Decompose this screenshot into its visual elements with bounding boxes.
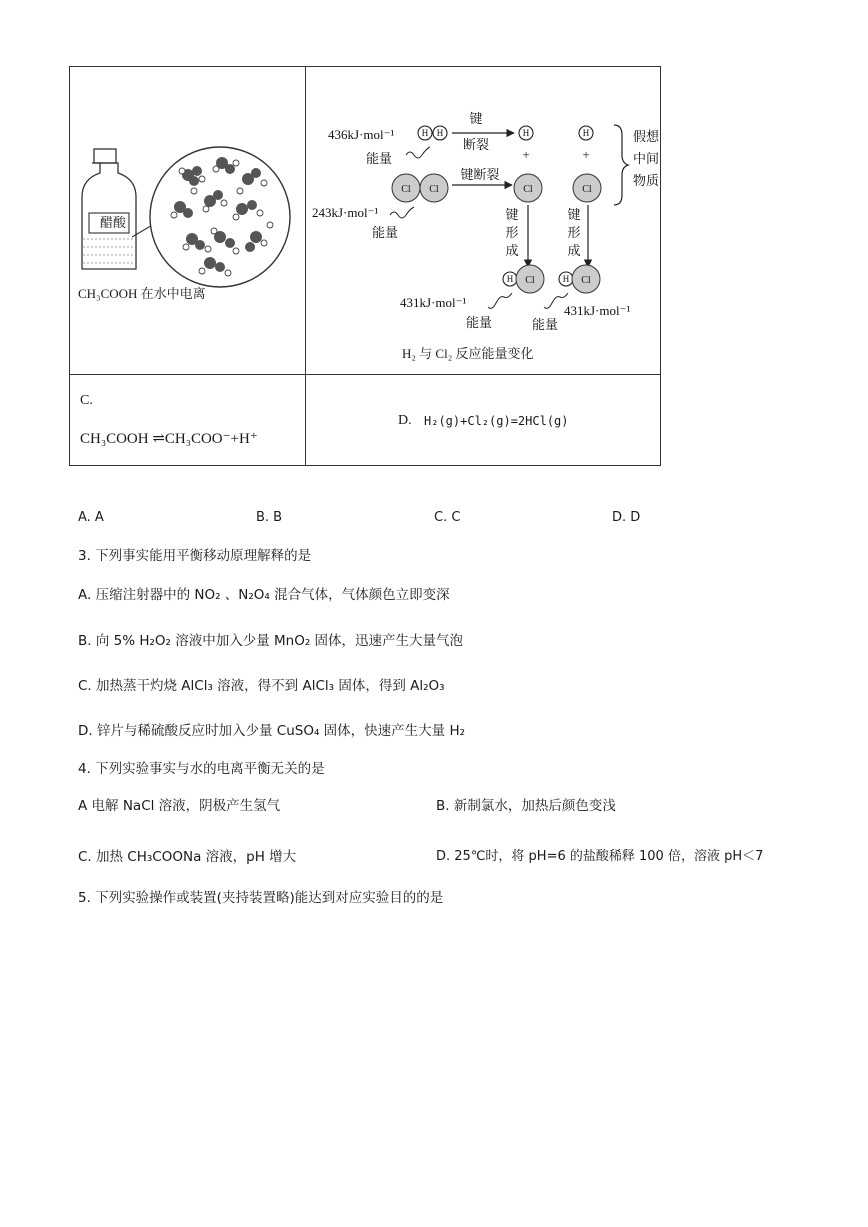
atom-cl-6: Cl bbox=[581, 275, 591, 286]
atom-h-2: H bbox=[436, 128, 444, 138]
q4-option-a[interactable]: A 电解 NaCl 溶液，阴极产生氢气 bbox=[78, 798, 281, 814]
hypo-1: 假想 bbox=[632, 129, 660, 144]
eq-arrow: ⇌ bbox=[152, 431, 165, 447]
energy-hcl-left: 431kJ·mol⁻¹ bbox=[400, 295, 467, 310]
panel-d bbox=[306, 375, 661, 466]
energy-label-1: 能量 bbox=[366, 151, 393, 166]
q3-stem: 3. 下列事实能用平衡移动原理解释的是 bbox=[78, 548, 312, 564]
q3-option-a[interactable]: A. 压缩注射器中的 NO₂ 、N₂O₄ 混合气体，气体颜色立即变深 bbox=[78, 587, 450, 603]
q4-option-b[interactable]: B. 新制氯水，加热后颜色变浅 bbox=[436, 798, 616, 814]
break-top-2: 断裂 bbox=[462, 137, 490, 152]
form-left-2: 形 bbox=[505, 225, 519, 240]
q4-option-c[interactable]: C. 加热 CH₃COONa 溶液，pH 增大 bbox=[78, 849, 297, 865]
panel-b bbox=[306, 67, 661, 375]
q4-stem: 4. 下列实验事实与水的电离平衡无关的是 bbox=[78, 761, 325, 777]
eq-left: CH₃COOH bbox=[80, 431, 149, 447]
hypo-3: 物质 bbox=[632, 173, 660, 188]
panel-a-caption: CH₃COOH 在水中电离 bbox=[78, 286, 206, 301]
option-d-label: D. bbox=[398, 413, 412, 428]
energy-hh: 436kJ·mol⁻¹ bbox=[328, 127, 395, 142]
atom-cl-3: Cl bbox=[523, 184, 533, 195]
answer-b[interactable]: B. B bbox=[256, 510, 283, 525]
break-mid: 键断裂 bbox=[460, 167, 500, 182]
option-c-label: C. bbox=[80, 393, 93, 408]
energy-label-2: 能量 bbox=[372, 225, 399, 240]
atom-cl-2: Cl bbox=[429, 184, 439, 195]
atom-h-5: H bbox=[506, 274, 514, 284]
break-top-1: 键 bbox=[469, 111, 483, 126]
q4-option-d[interactable]: D. 25℃时，将 pH=6 的盐酸稀释 100 倍，溶液 pH＜7 bbox=[436, 849, 764, 864]
atom-h-1: H bbox=[421, 128, 429, 138]
atom-h-6: H bbox=[562, 274, 570, 284]
atom-cl-1: Cl bbox=[401, 184, 411, 195]
q3-option-c[interactable]: C. 加热蒸干灼烧 AlCl₃ 溶液，得不到 AlCl₃ 固体，得到 Al₂O₃ bbox=[78, 678, 445, 694]
form-right-1: 键 bbox=[567, 207, 581, 222]
form-right-2: 形 bbox=[567, 225, 581, 240]
plus-1: + bbox=[522, 147, 530, 162]
atom-cl-5: Cl bbox=[525, 275, 535, 286]
energy-clcl: 243kJ·mol⁻¹ bbox=[312, 205, 379, 220]
plus-2: + bbox=[582, 147, 590, 162]
energy-diagram bbox=[306, 67, 662, 373]
acetic-acid-bottle-illustration bbox=[70, 67, 305, 307]
form-left-1: 键 bbox=[505, 207, 519, 222]
form-right-3: 成 bbox=[567, 243, 581, 258]
answer-d[interactable]: D. D bbox=[612, 510, 641, 525]
option-d-equation: H₂(g)+Cl₂(g)=2HCl(g) bbox=[424, 414, 569, 428]
q3-option-d[interactable]: D. 锌片与稀硫酸反应时加入少量 CuSO₄ 固体，快速产生大量 H₂ bbox=[78, 723, 466, 739]
hypo-2: 中间 bbox=[632, 151, 660, 166]
q5-stem: 5. 下列实验操作或装置(夹持装置略)能达到对应实验目的的是 bbox=[78, 890, 444, 906]
panel-c bbox=[70, 375, 306, 466]
answer-a[interactable]: A. A bbox=[78, 510, 104, 525]
panel-a bbox=[70, 67, 306, 375]
atom-cl-4: Cl bbox=[582, 184, 592, 195]
atom-h-3: H bbox=[522, 128, 530, 138]
energy-label-3: 能量 bbox=[466, 315, 493, 330]
option-c-equation bbox=[80, 429, 258, 448]
energy-hcl-right: 431kJ·mol⁻¹ bbox=[564, 303, 631, 318]
atom-h-4: H bbox=[582, 128, 590, 138]
eq-right: CH₃COO⁻+H⁺ bbox=[164, 431, 258, 447]
energy-label-4: 能量 bbox=[532, 317, 559, 332]
answer-c[interactable]: C. C bbox=[434, 510, 461, 525]
q3-option-b[interactable]: B. 向 5% H₂O₂ 溶液中加入少量 MnO₂ 固体，迅速产生大量气泡 bbox=[78, 633, 464, 649]
panel-b-caption: H₂ 与 Cl₂ 反应能量变化 bbox=[402, 346, 534, 361]
form-left-3: 成 bbox=[505, 243, 519, 258]
bottle-label: 醋酸 bbox=[99, 215, 126, 230]
figure-table bbox=[69, 66, 661, 466]
